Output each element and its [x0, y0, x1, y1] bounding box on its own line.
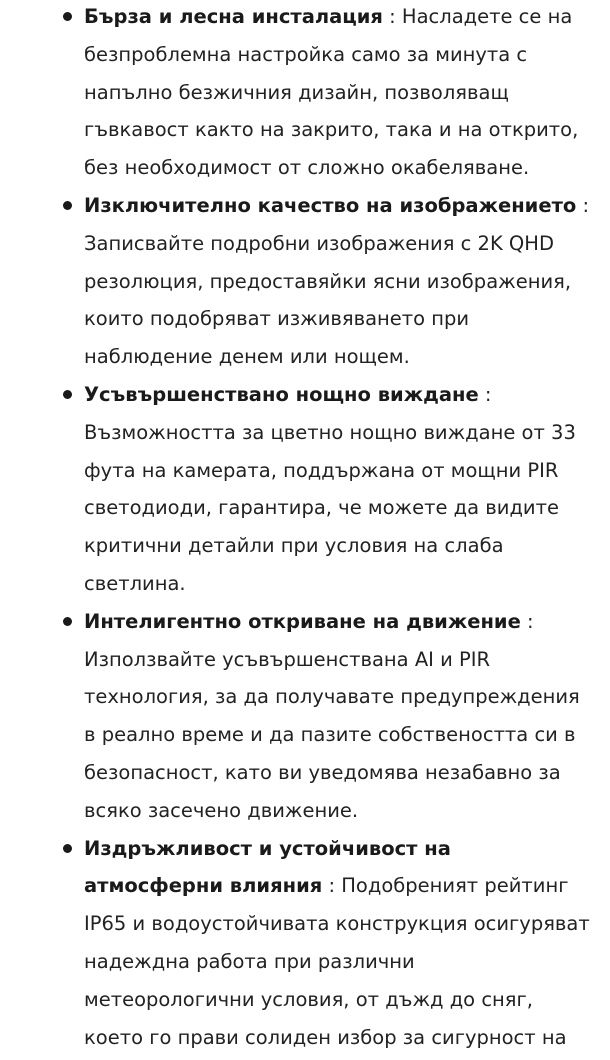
- bullet-icon: [63, 201, 72, 210]
- feature-separator: :: [478, 382, 492, 406]
- feature-title: Бърза и лесна инсталация: [84, 5, 383, 28]
- bullet-icon: [63, 390, 72, 399]
- list-item: [0, 830, 610, 1057]
- feature-separator: :: [520, 609, 534, 633]
- feature-title: Усъвършенствано нощно виждане: [84, 382, 479, 406]
- list-item: [0, 376, 610, 603]
- feature-title: Интелигентно откриване на движение: [84, 609, 521, 633]
- bullet-icon: [63, 844, 72, 853]
- feature-title: Изключително качество на изображението: [84, 193, 577, 217]
- list-item: [0, 603, 610, 830]
- feature-text: Използвайте усъвършенствана AI и PIR технология, за да получавате предупреждения в реално време и да пазите собствеността си в безопасност, като ви уведомява незабавно за всяко засечено движение.: [84, 647, 580, 822]
- feature-separator: :: [382, 5, 402, 28]
- feature-text: Възможността за цветно нощно виждане от 33 фута на камерата, поддържана от мощни PIR светодиоди, гарантира, че можете да видите критични детайли при условия на слаба светлина.: [84, 420, 576, 595]
- list-item: [0, 0, 610, 187]
- feature-title: Издръжливост и устойчивост на атмосферни влияния: [84, 836, 451, 898]
- feature-separator: :: [576, 193, 590, 217]
- feature-text: Насладете се на безпроблемна настройка само за минута с напълно безжичния дизайн, позволяващ гъвкавост както на закрито, така и на открито, без необходимост от сложно окабеляване.: [84, 5, 579, 180]
- list-item: [0, 187, 610, 376]
- bullet-icon: [63, 12, 72, 21]
- bullet-icon: [63, 617, 72, 626]
- feature-text: Записвайте подробни изображения с 2K QHD резолюция, предоставяйки ясни изображения, които подобряват изживяването при наблюдение денем или нощем.: [84, 231, 572, 369]
- feature-text: Подобреният рейтинг IP65 и водоустойчивата конструкция осигуряват надеждна работа при различни метеорологични условия, от дъжд до сняг, което го прави солиден избор за сигурност на: [84, 874, 590, 1049]
- feature-separator: :: [322, 874, 342, 898]
